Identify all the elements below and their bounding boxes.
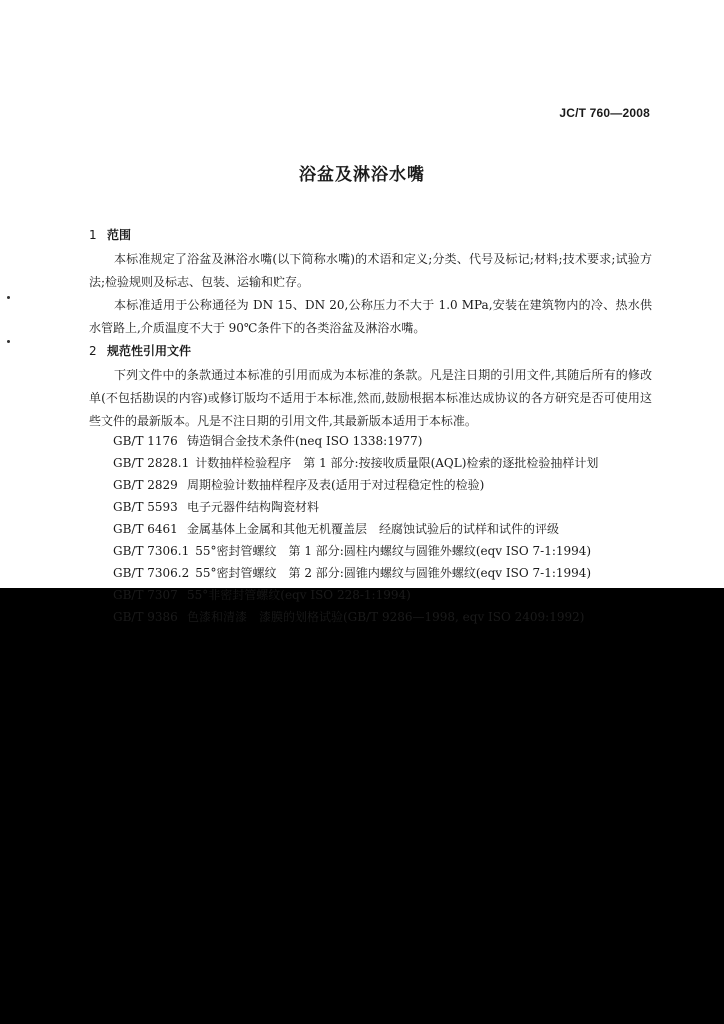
reference-item — [113, 452, 673, 474]
reference-item — [113, 474, 673, 496]
reference-code: GB/T 1176 — [113, 434, 178, 448]
reference-title: 铸造铜合金技术条件(neq ISO 1338:1977) — [187, 434, 423, 448]
reference-title: 55°密封管螺纹 第 1 部分:圆柱内螺纹与圆锥外螺纹(eqv ISO 7-1:1994) — [195, 544, 592, 558]
section-1-paragraph-2: 本标准适用于公称通径为 DN 15、DN 20,公称压力不大于 1.0 MPa,安装在建筑物内的冷、热水供水管路上,介质温度不大于 90℃条件下的各类浴盆及淋浴水嘴。 — [89, 298, 652, 335]
reference-title: 计数抽样检验程序 第 1 部分:按接收质量限(AQL)检索的逐批检验抽样计划 — [195, 456, 599, 470]
section-1-paragraph-1: 本标准规定了浴盆及淋浴水嘴(以下简称水嘴)的术语和定义;分类、代号及标记;材料;技术要求;试验方法;检验规则及标志、包装、运输和贮存。 — [89, 252, 652, 289]
reference-code: GB/T 5593 — [113, 500, 178, 514]
reference-code: GB/T 7306.1 — [113, 544, 190, 558]
reference-item — [113, 430, 673, 452]
reference-title: 金属基体上金属和其他无机覆盖层 经腐蚀试验后的试样和试件的评级 — [187, 522, 560, 536]
section-title: 范围 — [107, 228, 132, 242]
section-number: 2 — [89, 344, 97, 358]
section-title: 规范性引用文件 — [107, 344, 192, 358]
reference-item-truncated — [113, 606, 673, 624]
section-number: 1 — [89, 228, 97, 242]
section-1-heading — [89, 226, 131, 243]
reference-code: GB/T 2828.1 — [113, 456, 190, 470]
reference-item — [113, 562, 673, 584]
standard-code: JC/T 760—2008 — [559, 106, 650, 120]
reference-item — [113, 496, 673, 518]
reference-title: 周期检验计数抽样程序及表(适用于对过程稳定性的检验) — [187, 478, 485, 492]
section-2-paragraph-1: 下列文件中的条款通过本标准的引用而成为本标准的条款。凡是注日期的引用文件,其随后所有的修改单(不包括勘误的内容)或修订版均不适用于本标准,然而,鼓励根据本标准达成协议的各方研究是否可使用这些文件的最新版本。凡是不注日期的引用文件,其最新版本适用于本标准。 — [89, 368, 652, 428]
reference-item — [113, 584, 673, 606]
reference-item — [113, 540, 673, 562]
scan-speck — [7, 340, 10, 343]
reference-title: 色漆和清漆 漆膜的划格试验(GB/T 9286—1998, eqv ISO 2409:1992) — [187, 610, 585, 624]
reference-code: GB/T 9386 — [113, 610, 178, 624]
reference-title: 电子元器件结构陶瓷材料 — [187, 500, 320, 514]
document-title: 浴盆及淋浴水嘴 — [299, 165, 425, 185]
reference-list — [113, 430, 673, 624]
reference-item — [113, 518, 673, 540]
reference-code: GB/T 6461 — [113, 522, 178, 536]
reference-code: GB/T 7307 — [113, 588, 178, 602]
scan-speck — [7, 296, 10, 299]
section-2-heading — [89, 342, 191, 359]
reference-title: 55°非密封管螺纹(eqv ISO 228-1:1994) — [187, 588, 411, 602]
reference-code: GB/T 7306.2 — [113, 566, 190, 580]
reference-title: 55°密封管螺纹 第 2 部分:圆锥内螺纹与圆锥外螺纹(eqv ISO 7-1:1994) — [195, 566, 592, 580]
reference-code: GB/T 2829 — [113, 478, 178, 492]
